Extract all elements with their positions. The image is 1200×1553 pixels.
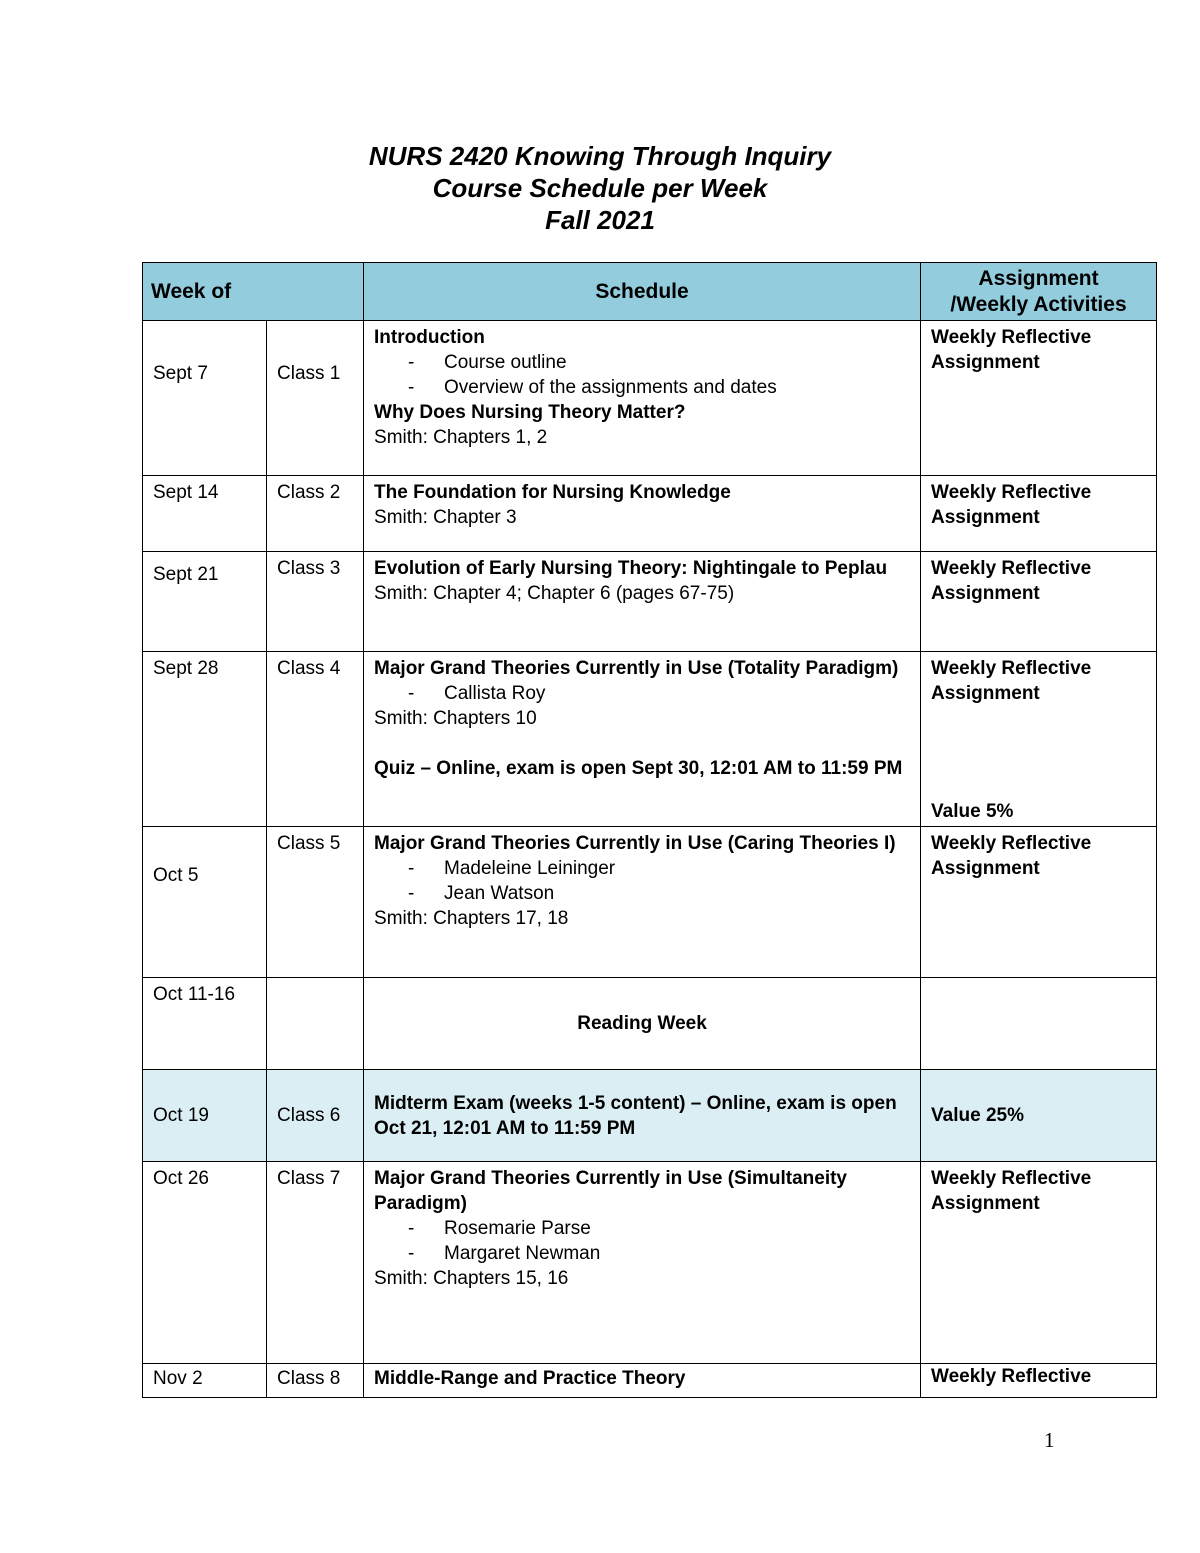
list-item: - Rosemarie Parse	[408, 1216, 910, 1241]
week-cell: Oct 26	[143, 1162, 267, 1364]
schedule-cell	[364, 476, 921, 552]
assignment-cell: Weekly Reflective Assignment	[921, 321, 1157, 476]
assignment-cell	[921, 978, 1157, 1070]
list-item: - Jean Watson	[408, 881, 910, 906]
schedule-subtitle: Course Schedule per Week	[432, 173, 768, 203]
header-assignment	[921, 263, 1157, 321]
class-cell: Class 2	[267, 476, 364, 552]
page-number: 1	[1044, 1428, 1055, 1452]
table-row	[143, 321, 1157, 476]
week-cell: Oct 11-16	[143, 978, 267, 1070]
topic-title: The Foundation for Nursing Knowledge	[374, 482, 731, 503]
table-row	[143, 978, 1157, 1070]
topic-title: Introduction	[374, 327, 485, 348]
schedule-cell: Reading Week	[364, 978, 921, 1070]
header-assignment-line1: Assignment	[978, 266, 1099, 290]
reading: Smith: Chapter 4; Chapter 6 (pages 67-75)	[374, 583, 735, 604]
assignment-cell: Weekly Reflective Assignment	[921, 476, 1157, 552]
assignment-cell: Weekly Reflective	[921, 1364, 1157, 1398]
course-title: NURS 2420 Knowing Through Inquiry	[368, 141, 832, 171]
topic-list	[374, 856, 910, 906]
schedule-cell	[364, 552, 921, 652]
topic-title: Evolution of Early Nursing Theory: Nightingale to Peplau	[374, 558, 888, 579]
topic-list	[374, 681, 910, 706]
document-title	[0, 140, 1200, 236]
schedule-cell	[364, 827, 921, 978]
assignment-cell	[921, 652, 1157, 827]
class-cell: Class 8	[267, 1364, 364, 1398]
schedule-cell: Midterm Exam (weeks 1-5 content) – Online, exam is open Oct 21, 12:01 AM to 11:59 PM	[364, 1070, 921, 1162]
topic-list	[374, 1216, 910, 1266]
topic-title: Major Grand Theories Currently in Use (Simultaneity Paradigm)	[374, 1168, 848, 1214]
topic-title: Major Grand Theories Currently in Use (Caring Theories I)	[374, 833, 896, 854]
reading: Smith: Chapters 1, 2	[374, 427, 548, 448]
schedule-cell	[364, 652, 921, 827]
assignment-cell: Weekly Reflective Assignment	[921, 552, 1157, 652]
table-row	[143, 1070, 1157, 1162]
class-cell	[267, 978, 364, 1070]
reading: Smith: Chapter 3	[374, 507, 517, 528]
quiz-note: Quiz – Online, exam is open Sept 30, 12:01 AM to 11:59 PM	[374, 758, 903, 779]
table-header-row	[143, 263, 1157, 321]
reading: Smith: Chapters 15, 16	[374, 1268, 569, 1289]
table-row	[143, 476, 1157, 552]
class-cell: Class 5	[267, 827, 364, 978]
topic-title: Major Grand Theories Currently in Use (Totality Paradigm)	[374, 658, 899, 679]
header-schedule: Schedule	[364, 263, 921, 321]
table-row	[143, 1364, 1157, 1398]
list-item: - Margaret Newman	[408, 1241, 910, 1266]
class-cell: Class 1	[267, 321, 364, 476]
reading: Smith: Chapters 17, 18	[374, 908, 569, 929]
list-item: - Overview of the assignments and dates	[408, 375, 910, 400]
header-week-of: Week of	[143, 263, 364, 321]
header-assignment-line2: /Weekly Activities	[950, 292, 1127, 316]
table-row	[143, 827, 1157, 978]
course-schedule-table	[142, 262, 1157, 1398]
reading: Smith: Chapters 10	[374, 708, 537, 729]
class-cell: Class 4	[267, 652, 364, 827]
table-row	[143, 1162, 1157, 1364]
schedule-cell	[364, 1162, 921, 1364]
list-item: - Madeleine Leininger	[408, 856, 910, 881]
grade-value: Value 5%	[931, 801, 1014, 822]
week-cell: Sept 28	[143, 652, 267, 827]
assignment-cell: Weekly Reflective Assignment	[921, 1162, 1157, 1364]
week-cell: Sept 7	[143, 321, 267, 476]
table-row	[143, 652, 1157, 827]
list-item: - Callista Roy	[408, 681, 910, 706]
week-cell: Nov 2	[143, 1364, 267, 1398]
table-row	[143, 552, 1157, 652]
week-cell: Oct 5	[143, 827, 267, 978]
list-item: - Course outline	[408, 350, 910, 375]
schedule-cell	[364, 321, 921, 476]
class-cell: Class 7	[267, 1162, 364, 1364]
week-cell: Sept 14	[143, 476, 267, 552]
class-cell: Class 6	[267, 1070, 364, 1162]
week-cell: Sept 21	[143, 552, 267, 652]
week-cell: Oct 19	[143, 1070, 267, 1162]
class-cell: Class 3	[267, 552, 364, 652]
topic-title: Why Does Nursing Theory Matter?	[374, 402, 686, 423]
assignment-label: Weekly Reflective Assignment	[931, 658, 1092, 704]
schedule-cell: Middle-Range and Practice Theory	[364, 1364, 921, 1398]
assignment-cell: Value 25%	[921, 1070, 1157, 1162]
term-label: Fall 2021	[545, 205, 655, 235]
topic-list	[374, 350, 910, 400]
assignment-cell: Weekly Reflective Assignment	[921, 827, 1157, 978]
